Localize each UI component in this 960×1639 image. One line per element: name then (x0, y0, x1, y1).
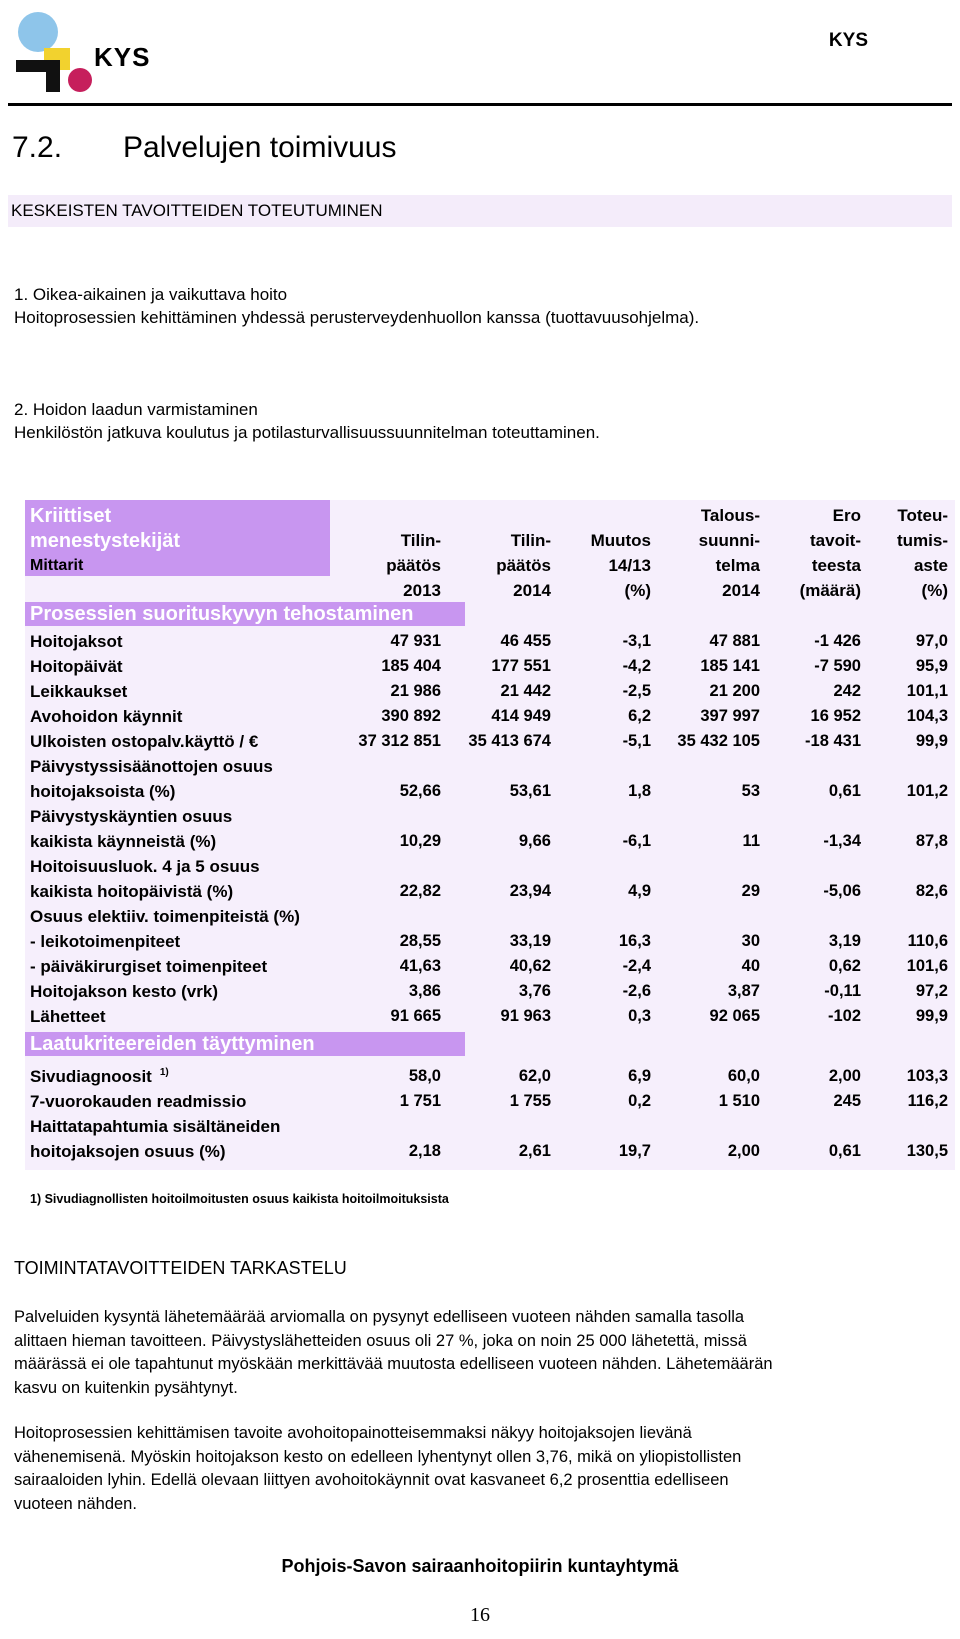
table-cell: 2,18 (408, 1142, 441, 1160)
row-label: Haittatapahtumia sisältäneiden (30, 1117, 281, 1136)
table-cell: 3,86 (408, 982, 441, 1000)
table-cell: 0,3 (628, 1007, 651, 1025)
row-label: kaikista hoitopäivistä (%) (30, 882, 234, 901)
row-label: Leikkaukset (30, 682, 128, 701)
logo-text: KYS (94, 42, 151, 72)
table-cell: 60,0 (727, 1067, 760, 1085)
table-cell: 414 949 (491, 707, 551, 725)
column-header: 14/13 (608, 556, 651, 575)
row-label: Hoitojaksot (30, 632, 123, 651)
table-cell: 245 (833, 1092, 861, 1110)
table-cell: 47 881 (709, 632, 760, 650)
paragraph-line: Palveluiden kysyntä lähetemäärää arviomalla on pysynyt edelliseen vuoteen nähden samalla tasolla (14, 1308, 745, 1326)
table-cell: 16,3 (618, 932, 651, 950)
row-label: hoitojaksojen osuus (%) (30, 1142, 226, 1161)
table-cell: 99,9 (915, 1007, 948, 1025)
table-cell: 101,1 (906, 682, 948, 700)
corner-subtitle: Mittarit (30, 557, 84, 574)
key-goals-band (8, 195, 952, 227)
table-cell: 0,61 (828, 782, 861, 800)
row-label: - päiväkirurgiset toimenpiteet (30, 957, 268, 976)
table-cell: 110,6 (907, 932, 948, 950)
page-title (12, 131, 396, 165)
column-header: teesta (811, 556, 861, 575)
review-title: TOIMINTATAVOITTEIDEN TARKASTELU (14, 1258, 347, 1278)
group-title: Laatukriteereiden täyttyminen (30, 1033, 315, 1055)
table-cell: -1 426 (814, 632, 861, 650)
key-goals-heading: KESKEISTEN TAVOITTEIDEN TOTEUTUMINEN (11, 201, 383, 220)
table-cell: 46 455 (500, 632, 551, 650)
table-cell: 33,19 (509, 932, 551, 950)
table-cell: 2,00 (828, 1067, 861, 1085)
table-cell: -2,6 (622, 982, 651, 1000)
review-paragraph-2 (14, 1422, 954, 1516)
table-cell: 2,61 (518, 1142, 551, 1160)
table-cell: 101,6 (906, 957, 948, 975)
row-label: Ulkoisten ostopalv.käyttö / € (30, 732, 259, 751)
column-header: päätös (386, 556, 441, 575)
table-cell: 97,2 (915, 982, 948, 1000)
table-cell: 3,76 (518, 982, 551, 1000)
column-header: päätös (496, 556, 551, 575)
table-cell: 40,62 (509, 957, 551, 975)
table-cell: 397 997 (700, 707, 760, 725)
column-header: Toteu- (897, 506, 948, 525)
table-cell: 21 200 (709, 682, 760, 700)
table-cell: 29 (741, 882, 760, 900)
table-cell: 87,8 (915, 832, 948, 850)
column-header: Talous- (700, 506, 760, 525)
table-cell: 1 755 (509, 1092, 551, 1110)
table-cell: -7 590 (814, 657, 861, 675)
corner-title-line2: menestystekijät (30, 530, 181, 552)
table-cell: 92 065 (709, 1007, 760, 1025)
row-label: Lähetteet (30, 1007, 106, 1026)
table-cell: 53,61 (509, 782, 551, 800)
row-label: Avohoidon käynnit (30, 707, 183, 726)
table-cell: 4,9 (628, 882, 651, 900)
table-cell: -18 431 (805, 732, 861, 750)
table-cell: 185 404 (381, 657, 441, 675)
table-cell: 58,0 (408, 1067, 441, 1085)
corner-title-line1: Kriittiset (30, 505, 112, 527)
row-label-text: Sivudiagnoosit (30, 1067, 152, 1086)
table-cell: 1 751 (399, 1092, 441, 1110)
row-label: - leikotoimenpiteet (30, 932, 181, 951)
row-label: hoitojaksoista (%) (30, 782, 176, 801)
column-header: suunni- (698, 531, 760, 550)
review-paragraph-1 (14, 1306, 954, 1400)
table-cell: 16 952 (810, 707, 861, 725)
column-header: 2013 (403, 581, 441, 600)
table-cell: -2,4 (622, 957, 651, 975)
table-cell: 103,3 (906, 1067, 948, 1085)
table-cell: 47 931 (390, 632, 441, 650)
table-cell: 0,2 (628, 1092, 651, 1110)
table-cell: 41,63 (399, 957, 441, 975)
table-cell: 91 963 (500, 1007, 551, 1025)
table-cell: -5,1 (622, 732, 651, 750)
row-label: Hoitopäivät (30, 657, 123, 676)
table-cell: 9,66 (518, 832, 551, 850)
table-cell: -1,34 (823, 832, 861, 850)
table-cell: 30 (741, 932, 760, 950)
table-cell: -4,2 (622, 657, 651, 675)
table-cell: 0,62 (828, 957, 861, 975)
table-cell: 6,2 (628, 707, 651, 725)
goal-2-title: 2. Hoidon laadun varmistaminen (14, 400, 258, 419)
column-header: Tilin- (510, 531, 551, 550)
table-cell: 53 (741, 782, 760, 800)
table-cell: 52,66 (399, 782, 441, 800)
column-header: (%) (624, 581, 651, 600)
column-header: telma (715, 556, 760, 575)
table-cell: -3,1 (622, 632, 651, 650)
table-cell: 6,9 (628, 1067, 651, 1085)
row-label: Päivystyssisäänottojen osuus (30, 757, 273, 776)
column-header: Muutos (590, 531, 651, 550)
table-cell: 40 (741, 957, 760, 975)
table-cell: -102 (827, 1007, 861, 1025)
paragraph-line: määrässä ei ole tapahtunut myöskään merkittävää muutosta edelliseen vuoteen nähden. Lähetemäärän (14, 1355, 773, 1373)
table-cell: 2,00 (727, 1142, 760, 1160)
paragraph-line: Hoitoprosessien kehittämisen tavoite avohoitopainotteisemmaksi näkyy hoitojaksojen lievänä (14, 1424, 692, 1442)
column-header: tumis- (897, 531, 948, 550)
goal-1-title: 1. Oikea-aikainen ja vaikuttava hoito (14, 285, 288, 304)
table-cell: 19,7 (618, 1142, 651, 1160)
column-header: Tilin- (400, 531, 441, 550)
table-cell: 1 510 (718, 1092, 760, 1110)
column-header: (%) (921, 581, 948, 600)
table-cell: -2,5 (622, 682, 651, 700)
row-label: Hoitojakson kesto (vrk) (30, 982, 218, 1001)
table-cell: 390 892 (381, 707, 441, 725)
table-cell: 99,9 (915, 732, 948, 750)
goal-2-description: Henkilöstön jatkuva koulutus ja potilasturvallisuussuunnitelman toteuttaminen. (14, 423, 600, 442)
row-label: Hoitoisuusluok. 4 ja 5 osuus (30, 857, 260, 876)
paragraph-line: sairaaloiden lyhin. Edellä olevaan liittyen avohoitokäynnit ovat kasvaneet 6,2 prosenttia edelliseen (14, 1471, 729, 1489)
column-header: 2014 (513, 581, 551, 600)
page-number: 16 (470, 1604, 490, 1626)
table-cell: 1,8 (628, 782, 651, 800)
paragraph-line: alittaen hieman tavoitteen. Päivystyslähetteiden osuus oli 27 %, joka on noin 25 000 lähetettä, missä (14, 1331, 747, 1350)
header-divider (8, 103, 952, 106)
table-cell: 62,0 (518, 1067, 551, 1085)
row-label: kaikista käynneistä (%) (30, 832, 217, 851)
table-cell: 104,3 (906, 707, 948, 725)
table-cell: 242 (833, 682, 861, 700)
table-cell: 101,2 (906, 782, 948, 800)
table-footnote: 1) Sivudiagnollisten hoitoilmoitusten osuus kaikista hoitoilmoituksista (30, 1192, 449, 1206)
group-title: Prosessien suorituskyvyn tehostaminen (30, 603, 414, 625)
header-label: KYS (828, 30, 868, 51)
table-cell: 10,29 (399, 832, 441, 850)
table-cell: 28,55 (399, 932, 441, 950)
paragraph-line: vähenemisenä. Myöskin hoitojakson kesto on edelleen lyhentynyt ollen 3,76, mikä on yliopistollisten (14, 1447, 742, 1466)
table-cell: 22,82 (399, 882, 441, 900)
table-cell: 23,94 (509, 882, 551, 900)
table-cell: -5,06 (823, 882, 861, 900)
row-label: Päivystyskäyntien osuus (30, 807, 233, 826)
column-header: 2014 (722, 581, 760, 600)
table-cell: 177 551 (491, 657, 551, 675)
table-cell: 130,5 (906, 1142, 948, 1160)
section-number: 7.2. (12, 131, 63, 164)
column-header: (määrä) (799, 581, 861, 600)
table-cell: -0,11 (824, 982, 861, 1000)
table-cell: 3,87 (727, 982, 760, 1000)
table-cell: 0,61 (828, 1142, 861, 1160)
table-cell: 3,19 (828, 932, 861, 950)
paragraph-line: vuoteen nähden. (14, 1494, 137, 1513)
row-label: Osuus elektiiv. toimenpiteistä (%) (30, 907, 300, 926)
table-cell: 11 (742, 832, 760, 850)
table-cell: 82,6 (915, 882, 948, 900)
table-cell: 116,2 (907, 1092, 948, 1110)
table-cell: 21 986 (390, 682, 441, 700)
table-cell: -6,1 (622, 832, 651, 850)
paragraph-line: kasvu on kuitenkin pysähtynyt. (14, 1378, 238, 1397)
column-header: tavoit- (810, 531, 861, 550)
footer-organization: Pohjois-Savon sairaanhoitopiirin kuntayhtymä (281, 1556, 679, 1576)
table-cell: 37 312 851 (358, 732, 441, 750)
table-cell: 35 413 674 (468, 732, 551, 750)
table-cell: 21 442 (500, 682, 551, 700)
column-header: Ero (832, 506, 861, 525)
table-cell: 35 432 105 (677, 732, 760, 750)
row-label: 7-vuorokauden readmissio (30, 1092, 247, 1111)
row-label (30, 1067, 169, 1087)
table-cell: 95,9 (915, 657, 948, 675)
table-cell: 91 665 (390, 1007, 441, 1025)
column-header: aste (913, 556, 948, 575)
goal-1-description: Hoitoprosessien kehittäminen yhdessä perusterveydenhuollon kanssa (tuottavuusohjelma). (14, 308, 700, 327)
table-cell: 185 141 (700, 657, 760, 675)
section-title-text: Palvelujen toimivuus (123, 131, 397, 164)
table-cell: 97,0 (915, 632, 948, 650)
footnote-marker: 1) (159, 1067, 169, 1078)
